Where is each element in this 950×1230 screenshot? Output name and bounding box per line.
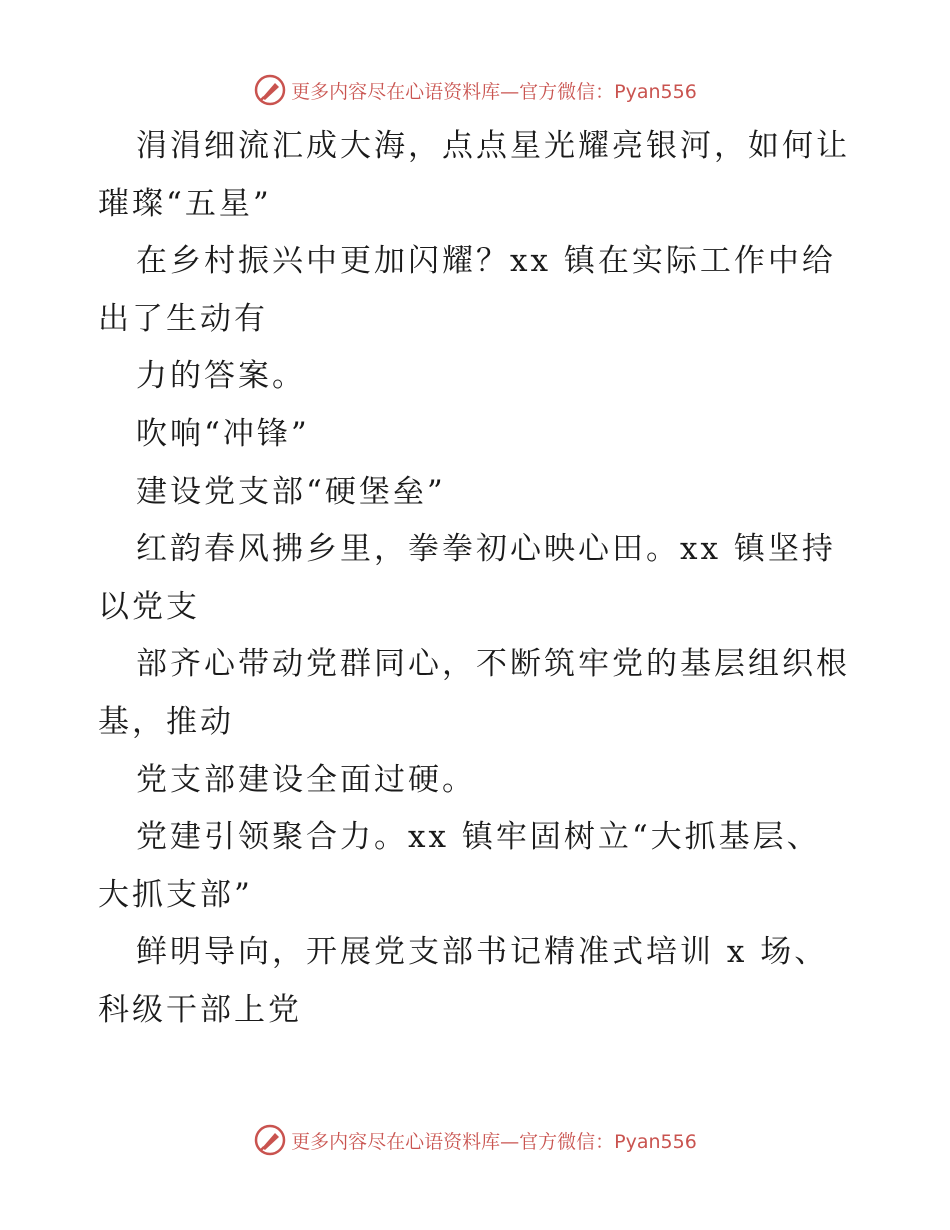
body-line: 以党支 [98,588,200,625]
footer-banner-label: 更多内容尽在心语资料库—官方微信： [291,1130,615,1153]
pen-nib-logo-icon [253,73,287,107]
header-banner-label: 更多内容尽在心语资料库—官方微信： [291,80,615,103]
body-line: 党建引领聚合力。xx 镇牢固树立“大抓基层、 [136,819,821,856]
footer-banner [0,1120,950,1160]
body-line: 吹响“冲锋” [136,415,310,452]
footer-banner-text [291,1127,697,1154]
footer-wechat-id: Pyan556 [614,1130,697,1153]
header-wechat-id: Pyan556 [614,80,697,103]
body-line: 力的答案。 [136,358,306,395]
body-line: 基，推动 [98,703,234,740]
header-banner [0,70,950,110]
document-body [98,118,878,1040]
body-line: 红韵春风拂乡里，拳拳初心映心田。xx 镇坚持 [136,531,836,568]
body-line: 璀璨“五星” [98,185,272,222]
header-banner-text [291,77,697,104]
body-line: 科级干部上党 [98,991,302,1028]
body-line: 出了生动有 [98,300,268,337]
body-line: 鲜明导向，开展党支部书记精准式培训 x 场、 [136,934,829,971]
body-line: 大抓支部” [98,876,253,913]
pen-nib-logo-icon [253,1123,287,1157]
body-line: 涓涓细流汇成大海，点点星光耀亮银河，如何让 [136,128,850,164]
body-line: 在乡村振兴中更加闪耀？xx 镇在实际工作中给 [136,243,836,280]
body-line: 建设党支部“硬堡垒” [136,473,446,510]
body-line: 党支部建设全面过硬。 [136,761,476,798]
body-line: 部齐心带动党群同心，不断筑牢党的基层组织根 [136,646,850,683]
